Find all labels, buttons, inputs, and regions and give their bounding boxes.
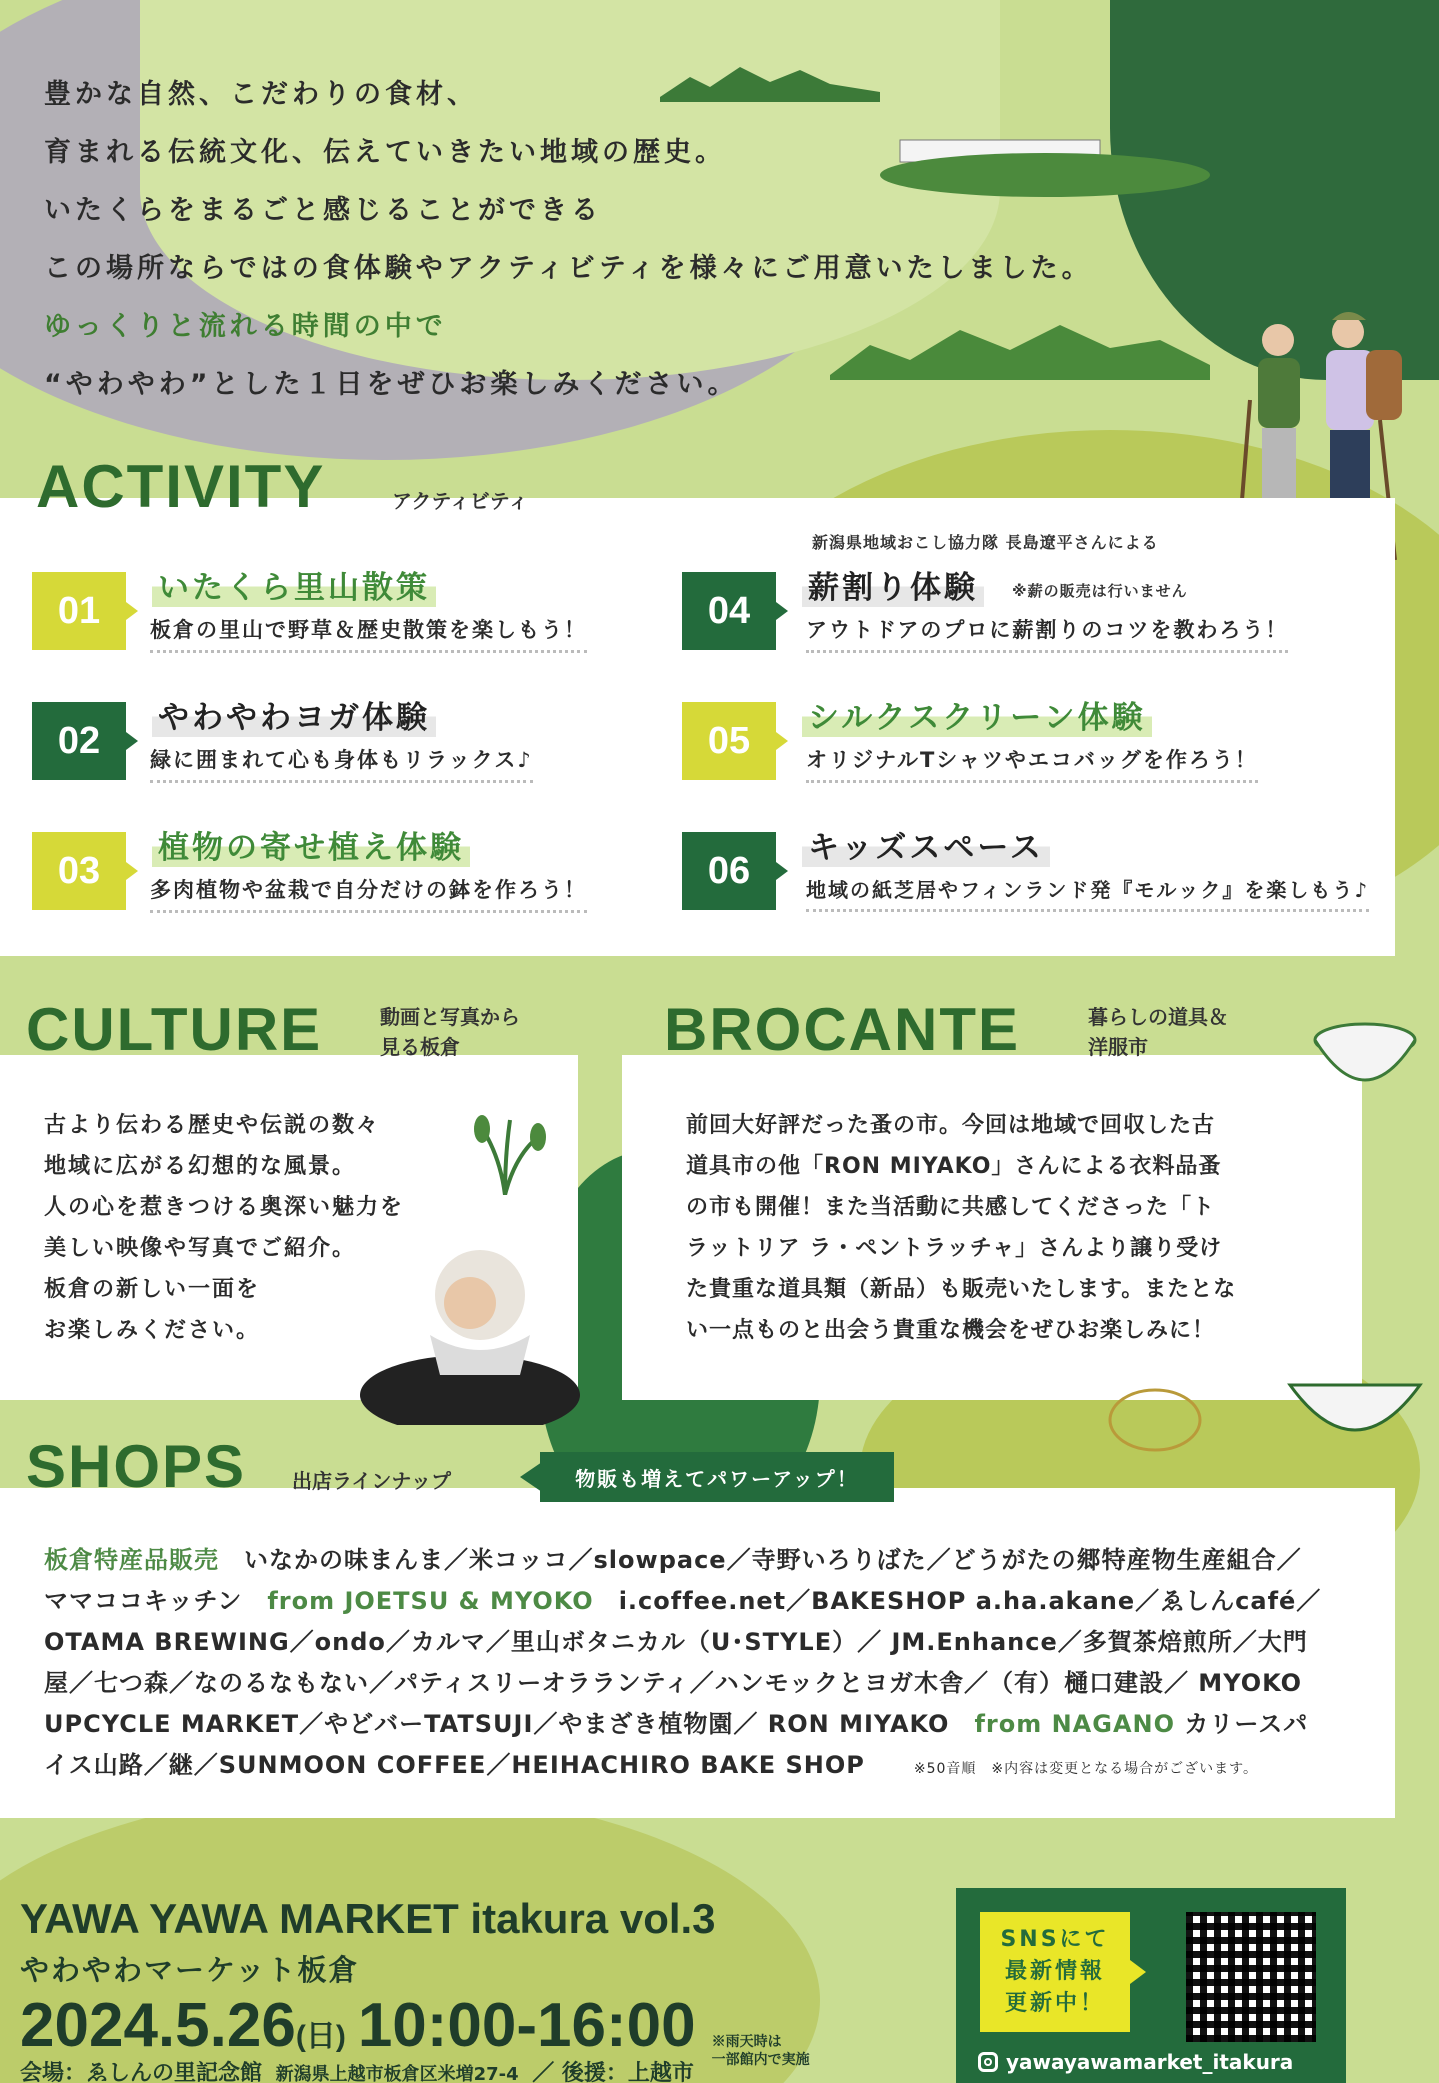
shops-text-segment: i.coffee.net／BAKESHOP a.ha.akane／ゑしんcafé／	[618, 1587, 1322, 1615]
event-time: 10:00-16:00	[357, 1991, 696, 2060]
brocante-line: 道具市の他「RON MIYAKO」さんによる衣料品蚤	[686, 1154, 1222, 1179]
activity-number: 04	[682, 572, 776, 650]
shops-text-segment: UPCYCLE MARKET／やどバーTATSUJI／やまざき植物園／ RON MIYAKO	[44, 1710, 950, 1738]
culture-line: 人の心を惹きつける奥深い魅力を	[44, 1195, 405, 1220]
qr-code[interactable]	[1186, 1912, 1316, 2042]
event-name-en: YAWA YAWA MARKET itakura vol.3	[20, 1895, 716, 1942]
instagram-icon	[978, 2052, 998, 2072]
bowl-illustration-bottom	[1285, 1365, 1425, 1465]
event-rain-note	[712, 2032, 810, 2068]
activity-item-title: キッズスペース	[802, 822, 1050, 867]
activity-item-title: シルクスクリーン体験	[802, 692, 1152, 737]
intro-line: “やわやわ”とした１日をぜひお楽しみください。	[44, 369, 739, 400]
shops-footnote: ※50音順 ※内容は変更となる場合がございます。	[913, 1761, 1259, 1777]
bowl-illustration-gold	[1100, 1380, 1210, 1460]
shops-line: 屋／七つ森／なのるなもない／パティスリーオラランティ／ハンモックとヨガ木舎／（有）樋口建設／ MYOKO	[44, 1669, 1303, 1697]
activity-item-03	[32, 822, 652, 918]
sns-line: 最新情報	[1004, 1959, 1105, 1984]
brocante-subtitle-line: 洋服市	[1088, 1035, 1148, 1059]
intro-text	[44, 66, 1093, 414]
activity-title: ACTIVITY	[36, 453, 326, 520]
sns-line: 更新中！	[1004, 1991, 1105, 2016]
activity-number: 06	[682, 832, 776, 910]
activity-item-01	[32, 562, 652, 658]
activity-item-desc: 板倉の里山で野草＆歴史散策を楽しもう！	[150, 614, 587, 653]
shops-subtitle: 出店ラインナップ	[292, 1469, 451, 1493]
event-name-jp: やわやわマーケット板倉	[20, 1953, 360, 1987]
shops-text-segment: いなかの味まんま／米コッコ／slowpace／寺野いろりばた／どうがたの郷特産物生産組合／	[244, 1546, 1302, 1574]
shops-line	[44, 1745, 1334, 1790]
shops-title: SHOPS	[26, 1433, 247, 1500]
brocante-description	[686, 1105, 1236, 1351]
activity-item-title: やわやわヨガ体験	[152, 692, 436, 737]
brocante-subtitle	[1088, 1002, 1228, 1062]
shops-line	[44, 1581, 1334, 1622]
instagram-handle-row[interactable]	[978, 2050, 1293, 2074]
activity-item-desc: オリジナルTシャツやエコバッグを作ろう！	[806, 744, 1258, 783]
brocante-line: の市も開催！また当活動に共感してくださった「ト	[686, 1195, 1216, 1220]
activity-item-title: 薪割り体験	[802, 562, 984, 607]
activity-item-06	[682, 822, 1370, 918]
event-date: 2024.5.26	[20, 1991, 296, 2060]
brocante-title: BROCANTE	[664, 996, 1020, 1063]
event-address: 新潟県上越市板倉区米増27-4	[275, 2064, 519, 2083]
elder-woman-illustration	[350, 1225, 590, 1425]
label-joetsu: from JOETSU & MYOKO	[267, 1587, 594, 1615]
shops-line	[44, 1704, 1334, 1745]
activity-item-desc: 多肉植物や盆栽で自分だけの鉢を作ろう！	[150, 874, 587, 913]
activity-item-note: ※薪の販売は行いません	[1012, 582, 1188, 600]
shops-badge-text: 物販も増えてパワーアップ！	[575, 1466, 859, 1491]
label-nagano: from NAGANO	[974, 1710, 1176, 1738]
brocante-line: 前回大好評だった蚤の市。今回は地域で回収した古	[686, 1113, 1216, 1138]
culture-title: CULTURE	[26, 996, 323, 1063]
event-support: ／ 後援：上越市	[532, 2061, 694, 2083]
culture-line: 美しい映像や写真でご紹介。	[44, 1236, 357, 1261]
culture-line: お楽しみください。	[44, 1318, 261, 1343]
culture-line: 地域に広がる幻想的な風景。	[44, 1154, 357, 1179]
activity-number: 02	[32, 702, 126, 780]
event-venue-row	[20, 2056, 694, 2083]
label-itakura: 板倉特産品販売	[44, 1546, 219, 1574]
culture-subtitle-line: 見る板倉	[380, 1035, 460, 1059]
intro-line: ゆっくりと流れる時間の中で	[44, 311, 447, 342]
shops-text-segment: ママココキッチン	[44, 1587, 243, 1615]
activity-item-04	[682, 562, 1302, 658]
brocante-subtitle-line: 暮らしの道具＆	[1088, 1005, 1228, 1029]
activity-item-desc: アウトドアのプロに薪割りのコツを教わろう！	[806, 614, 1288, 653]
brocante-line: た貴重な道具類（新品）も販売いたします。またとな	[686, 1277, 1237, 1302]
activity-item-desc: 緑に囲まれて心も身体もリラックス♪	[150, 744, 533, 783]
intro-line: この場所ならではの食体験やアクティビティを様々にご用意いたしました。	[44, 253, 1093, 284]
activity-item-title: いたくら里山散策	[152, 562, 436, 607]
shops-badge-arrow	[520, 1462, 542, 1492]
intro-line: いたくらをまるごと感じることができる	[44, 195, 602, 226]
intro-line: 豊かな自然、こだわりの食材、	[44, 79, 478, 110]
brocante-line: ラットリア ラ・ペントラッチャ」さんより譲り受け	[686, 1236, 1223, 1261]
sns-callout	[980, 1912, 1130, 2032]
activity-item-05	[682, 692, 1302, 788]
event-weekday: (日)	[295, 2020, 346, 2053]
intro-line: 育まれる伝統文化、伝えていきたい地域の歴史。	[44, 137, 726, 168]
shops-text-segment: カリースパ	[1184, 1710, 1309, 1738]
culture-subtitle-line: 動画と写真から	[380, 1005, 520, 1029]
culture-line: 板倉の新しい一面を	[44, 1277, 261, 1302]
activity-number: 05	[682, 702, 776, 780]
brocante-line: い一点ものと出会う貴重な機会をぜひお楽しみに！	[686, 1318, 1216, 1343]
event-venue: 会場：ゑしんの里記念館	[20, 2061, 263, 2083]
shops-line	[44, 1540, 1334, 1581]
rain-note-line: 一部館内で実施	[711, 2051, 810, 2067]
shops-list	[44, 1540, 1334, 1790]
shops-line: OTAMA BREWING／ondo／カルマ／里山ボタニカル（U･STYLE）／ JM.Enhance／多賀茶焙煎所／大門	[44, 1628, 1308, 1656]
activity-number: 03	[32, 832, 126, 910]
instagram-handle[interactable]: yawayawamarket_itakura	[1006, 2050, 1294, 2074]
culture-subtitle	[380, 1002, 520, 1062]
culture-line: 古より伝わる歴史や伝説の数々	[44, 1113, 381, 1138]
shops-text-segment: イス山路／継／SUNMOON COFFEE／HEIHACHIRO BAKE SHOP	[44, 1751, 865, 1779]
activity-host-note: 新潟県地域おこし協力隊 長島遼平さんによる	[812, 533, 1159, 552]
shops-badge	[540, 1452, 894, 1502]
activity-item-desc: 地域の紙芝居やフィンランド発『モルック』を楽しもう♪	[806, 874, 1369, 912]
activity-item-02	[32, 692, 652, 788]
sns-callout-arrow	[1130, 1960, 1146, 1984]
activity-number: 01	[32, 572, 126, 650]
activity-subtitle: アクティビティ	[392, 489, 529, 513]
bowl-illustration-top	[1310, 1010, 1420, 1110]
rain-note-line: ※雨天時は	[711, 2033, 782, 2049]
activity-item-title: 植物の寄せ植え体験	[152, 822, 470, 867]
plant-illustration	[460, 1115, 550, 1195]
sns-line: SNSにて	[1000, 1927, 1110, 1952]
